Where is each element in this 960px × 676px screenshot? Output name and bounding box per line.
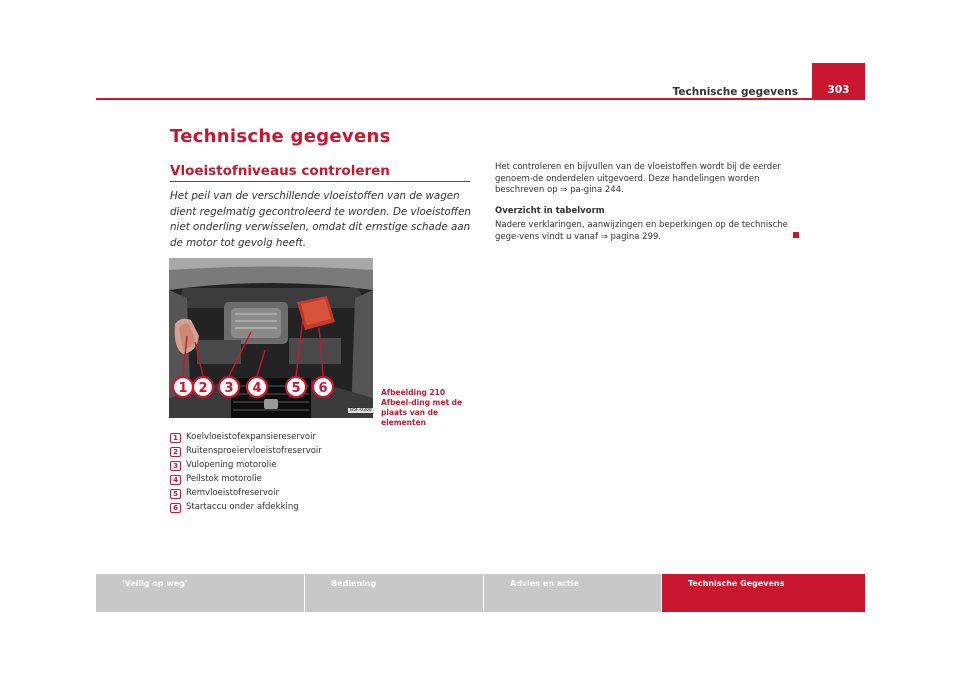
page-number: 303 bbox=[827, 84, 850, 96]
legend-item bbox=[170, 446, 370, 458]
section-rule bbox=[170, 181, 470, 182]
legend-text: Ruitensproeiervloeistofreservoir bbox=[186, 446, 322, 456]
legend-number: 1 bbox=[170, 433, 181, 443]
legend-item bbox=[170, 460, 370, 472]
legend-item bbox=[170, 474, 370, 486]
legend-text: Peilstok motorolie bbox=[186, 474, 262, 484]
legend-number: 2 bbox=[170, 447, 181, 457]
footer-tab-technische-gegevens[interactable]: Technische Gegevens bbox=[662, 574, 865, 612]
engine-bay-illustration bbox=[169, 258, 373, 418]
intro-paragraph: Het peil van de verschillende vloeistoffen van de wagen dient regelmatig gecontroleerd te worden. De vloeistoffen niet onderling verwisselen, omdat dit ernstige schade aan de motor tot gevolg heeft. bbox=[170, 190, 471, 249]
callout-2: 2 bbox=[198, 381, 208, 396]
body-subheading: Overzicht in tabelvorm bbox=[495, 206, 605, 216]
callout-4: 4 bbox=[252, 381, 262, 396]
body-paragraph: Het controleren en bijvullen van de vloeistoffen wordt bij de eerder genoem-de onderdelen uitgevoerd. Deze handelingen worden beschreven op ⇒ pa-gina 244. bbox=[495, 162, 781, 195]
running-header-title: Technische gegevens bbox=[672, 86, 798, 98]
callout-1: 1 bbox=[178, 381, 188, 396]
callout-5: 5 bbox=[291, 381, 301, 396]
legend-number: 5 bbox=[170, 489, 181, 499]
callout-6: 6 bbox=[318, 381, 328, 396]
legend-text: Koelvloeistofexpansiereservoir bbox=[186, 432, 316, 442]
legend-text: Startaccu onder afdekking bbox=[186, 502, 299, 512]
footer-tab-veilig-op-weg[interactable]: 'Veilig op weg' bbox=[96, 574, 304, 612]
section-end-marker bbox=[793, 232, 799, 238]
legend-number: 4 bbox=[170, 475, 181, 485]
legend-number: 6 bbox=[170, 503, 181, 513]
section-title: Vloeistofniveaus controleren bbox=[170, 163, 390, 179]
footer-tab-advies-en-actie[interactable]: Advies en actie bbox=[484, 574, 661, 612]
legend-text: Remvloeistofreservoir bbox=[186, 488, 279, 498]
body-paragraph: Nadere verklaringen, aanwijzingen en beperkingen op de technische gege-vens vindt u vanaf ⇒ pagina 299. bbox=[495, 220, 788, 242]
figure-caption: Afbeelding 210 Afbeel-ding met de plaats van de elementen bbox=[381, 388, 463, 427]
chapter-title: Technische gegevens bbox=[170, 126, 391, 147]
callout-3: 3 bbox=[224, 381, 234, 396]
legend-item bbox=[170, 502, 370, 514]
legend-item bbox=[170, 488, 370, 500]
engine-bay-figure bbox=[169, 258, 373, 418]
footer-tab-bediening[interactable]: Bediening bbox=[305, 574, 483, 612]
figure-label: B5F-0300 bbox=[350, 408, 372, 413]
legend-text: Vulopening motorolie bbox=[186, 460, 277, 470]
header-rule bbox=[96, 98, 865, 100]
legend-item bbox=[170, 432, 370, 444]
legend-number: 3 bbox=[170, 461, 181, 471]
